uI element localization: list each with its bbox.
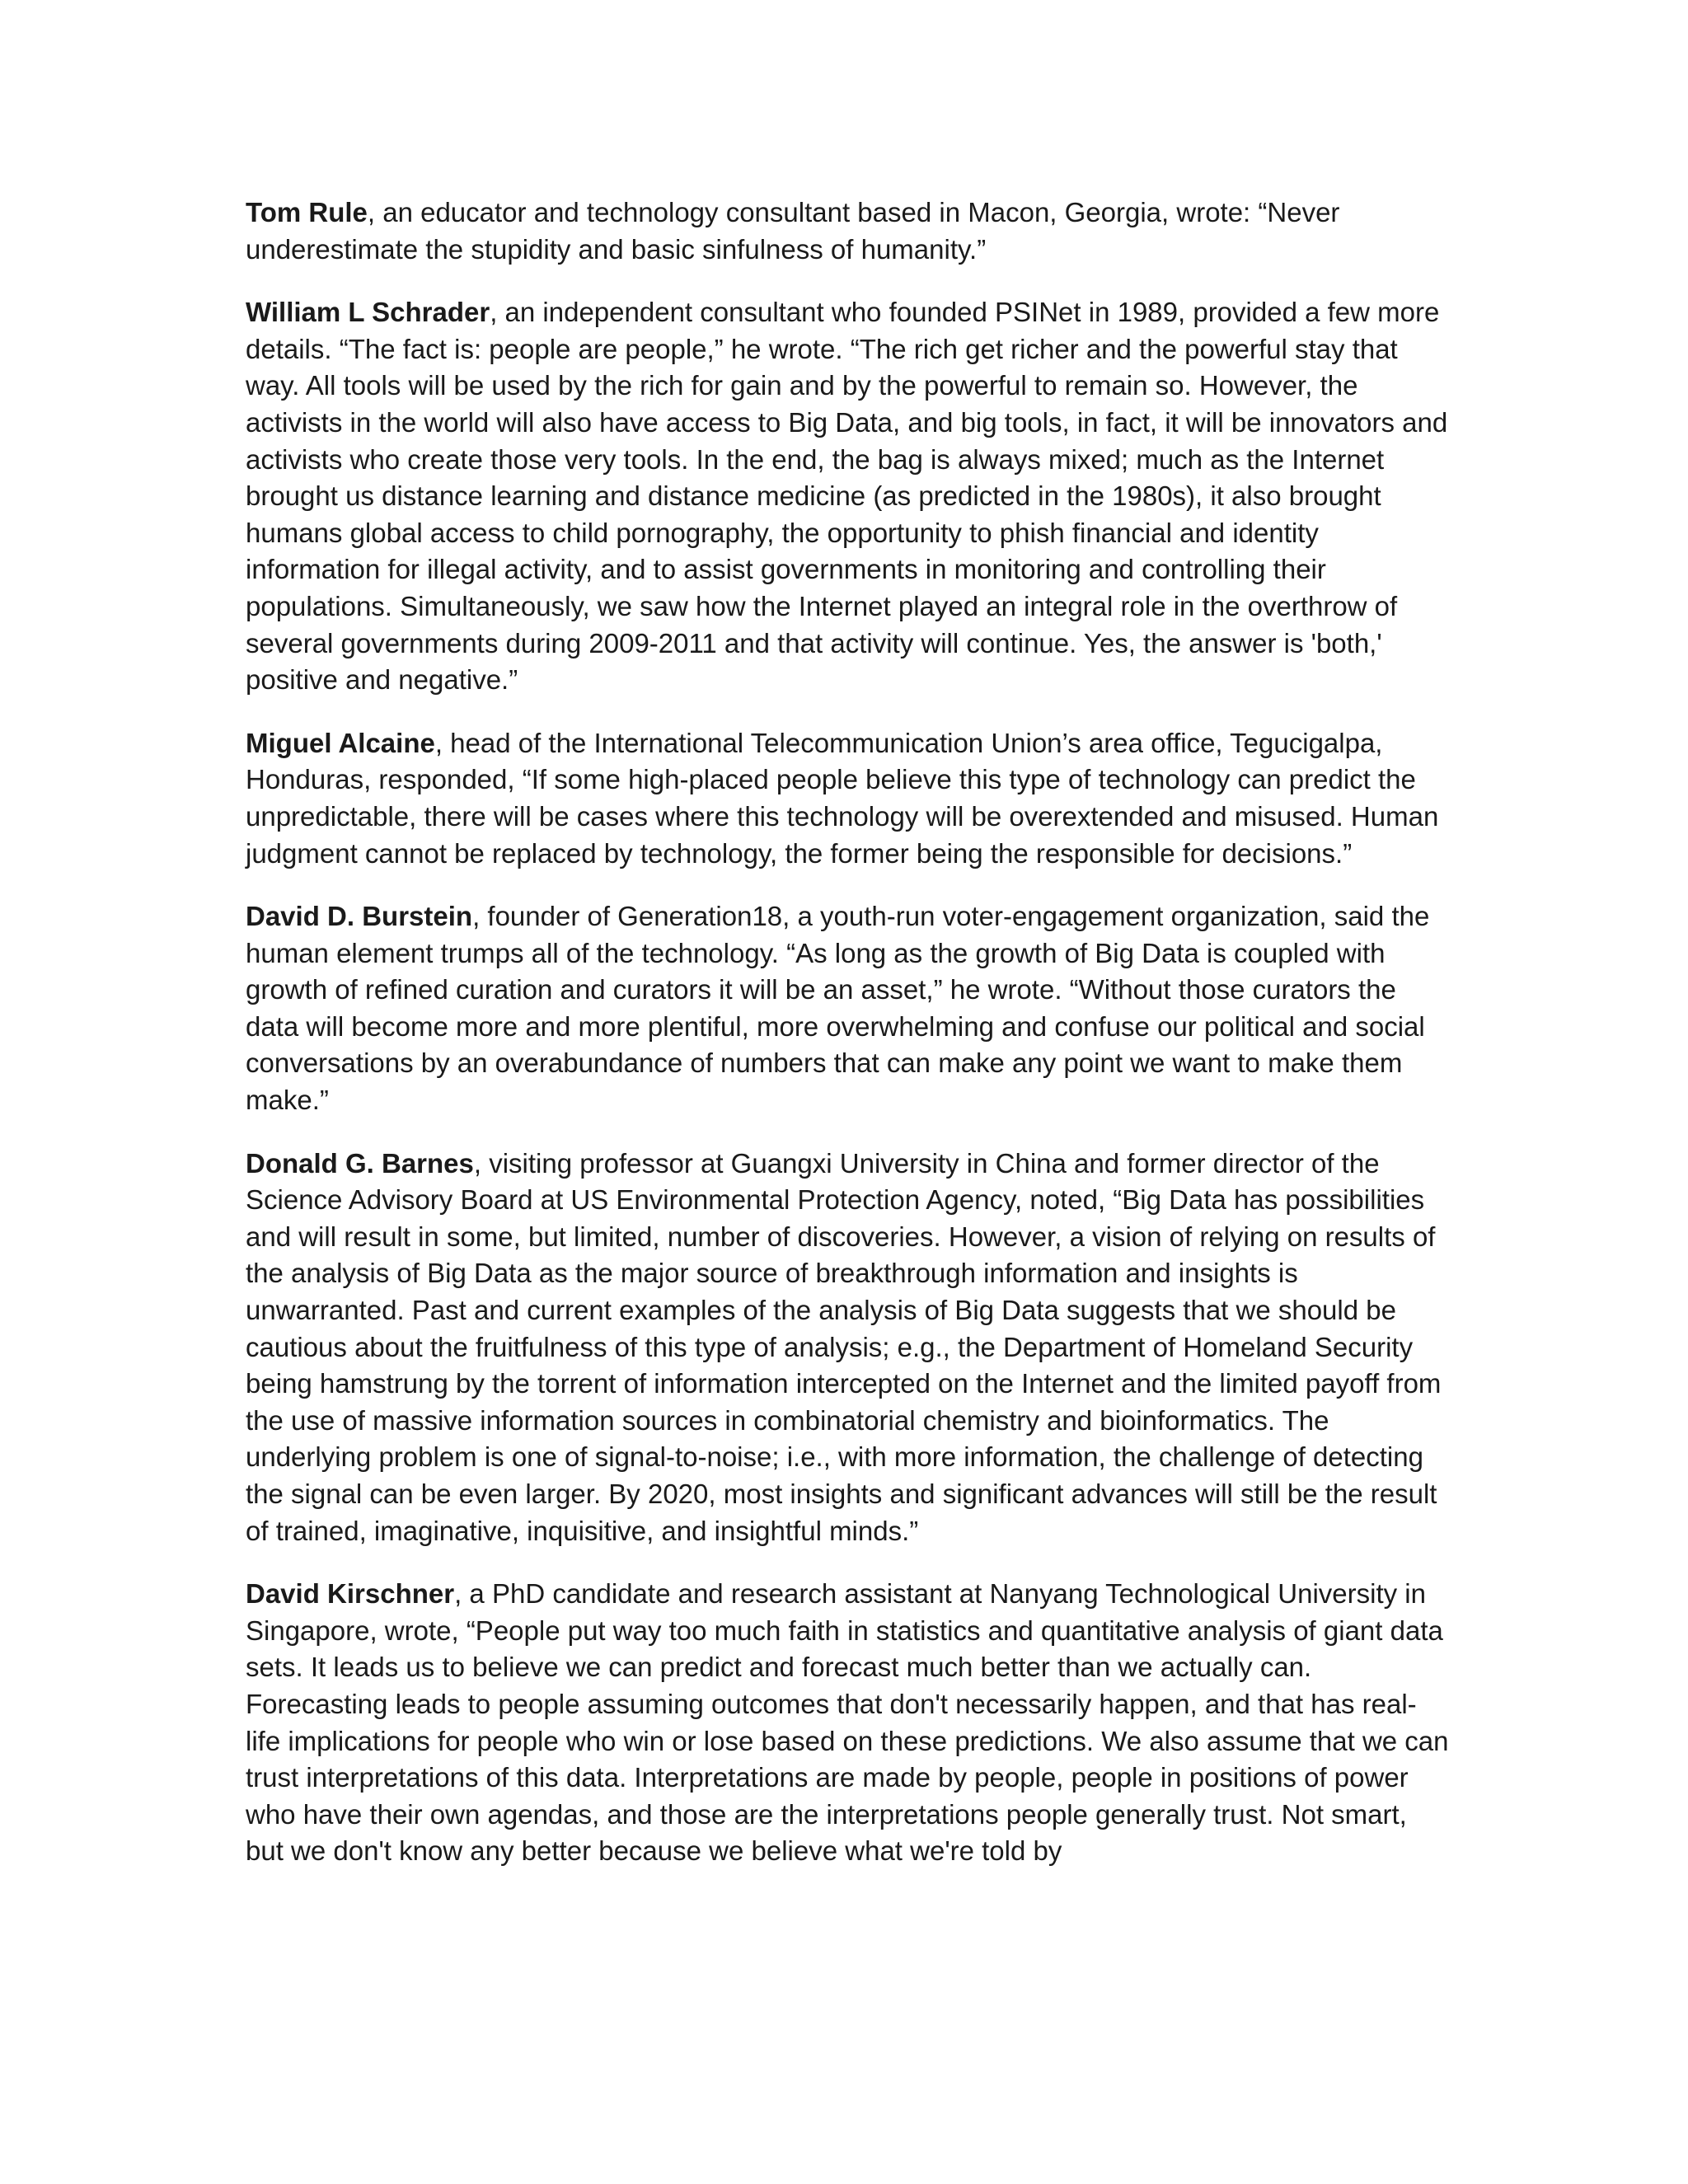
respondent-name: Tom Rule xyxy=(246,197,368,227)
paragraph-text: , an educator and technology consultant based in Macon, Georgia, wrote: “Never underestimate the stupidity and basic sinfulness of humanity.” xyxy=(246,197,1340,265)
paragraph-miguel-alcaine xyxy=(246,725,1449,872)
respondent-name: Miguel Alcaine xyxy=(246,727,435,758)
paragraph-text: , an independent consultant who founded PSINet in 1989, provided a few more details. “The fact is: people are people,” he wrote. “The rich get richer and the powerful stay that way. All tools will be used by the rich for gain and by the powerful to remain so. However, the activists in the world will also have access to Big Data, and big tools, in fact, it will be innovators and activists who create those very tools. In the end, the bag is always mixed; much as the Internet brought us distance learning and distance medicine (as predicted in the 1980s), it also brought humans global access to child pornography, the opportunity to phish financial and identity information for illegal activity, and to assist governments in monitoring and controlling their populations. Simultaneously, we saw how the Internet played an integral role in the overthrow of several governments during 2009-2011 and that activity will continue. Yes, the answer is 'both,' positive and negative.” xyxy=(246,297,1448,696)
paragraph-text: , a PhD candidate and research assistant at Nanyang Technological University in Singapore, wrote, “People put way too much faith in statistics and quantitative analysis of giant data sets. It leads us to believe we can predict and forecast much better than we actually can. Forecasting leads to people assuming outcomes that don't necessarily happen, and that has real-life implications for people who win or lose based on these predictions. We also assume that we can trust interpretations of this data. Interpretations are made by people, people in positions of power who have their own agendas, and those are the interpretations people generally trust. Not smart, but we don't know any better because we believe what we're told by xyxy=(246,1578,1449,1867)
paragraph-text: , founder of Generation18, a youth-run voter-engagement organization, said the human element trumps all of the technology. “As long as the growth of Big Data is coupled with growth of refined curation and curators it will be an asset,” he wrote. “Without those curators the data will become more and more plentiful, more overwhelming and confuse our political and social conversations by an overabundance of numbers that can make any point we want to make them make.” xyxy=(246,901,1430,1116)
paragraph-text: , visiting professor at Guangxi University in China and former director of the Science Advisory Board at US Environmental Protection Agency, noted, “Big Data has possibilities and will result in some, but limited, number of discoveries. However, a vision of relying on results of the analysis of Big Data as the major source of breakthrough information and insights is unwarranted. Past and current examples of the analysis of Big Data suggests that we should be cautious about the fruitfulness of this type of analysis; e.g., the Department of Homeland Security being hamstrung by the torrent of information intercepted on the Internet and the limited payoff from the use of massive information sources in combinatorial chemistry and bioinformatics. The underlying problem is one of signal-to-noise; i.e., with more information, the challenge of detecting the signal can be even larger. By 2020, most insights and significant advances will still be the result of trained, imaginative, inquisitive, and insightful minds.” xyxy=(246,1147,1442,1546)
respondent-name: David Kirschner xyxy=(246,1578,455,1610)
document-body xyxy=(246,194,1449,1896)
paragraph-david-burstein xyxy=(246,898,1449,1119)
respondent-name: William L Schrader xyxy=(246,297,490,328)
paragraph-tom-rule xyxy=(246,194,1449,268)
paragraph-david-kirschner xyxy=(246,1576,1449,1870)
paragraph-text: , head of the International Telecommunication Union’s area office, Tegucigalpa, Honduras, responded, “If some high-placed people believe this type of technology can predict the unpredictable, there will be cases where this technology will be overextended and misused. Human judgment cannot be replaced by technology, the former being the responsible for decisions.” xyxy=(246,727,1439,869)
paragraph-william-schrader xyxy=(246,294,1449,699)
respondent-name: David D. Burstein xyxy=(246,901,473,932)
respondent-name: Donald G. Barnes xyxy=(246,1147,474,1179)
paragraph-donald-barnes xyxy=(246,1146,1449,1550)
